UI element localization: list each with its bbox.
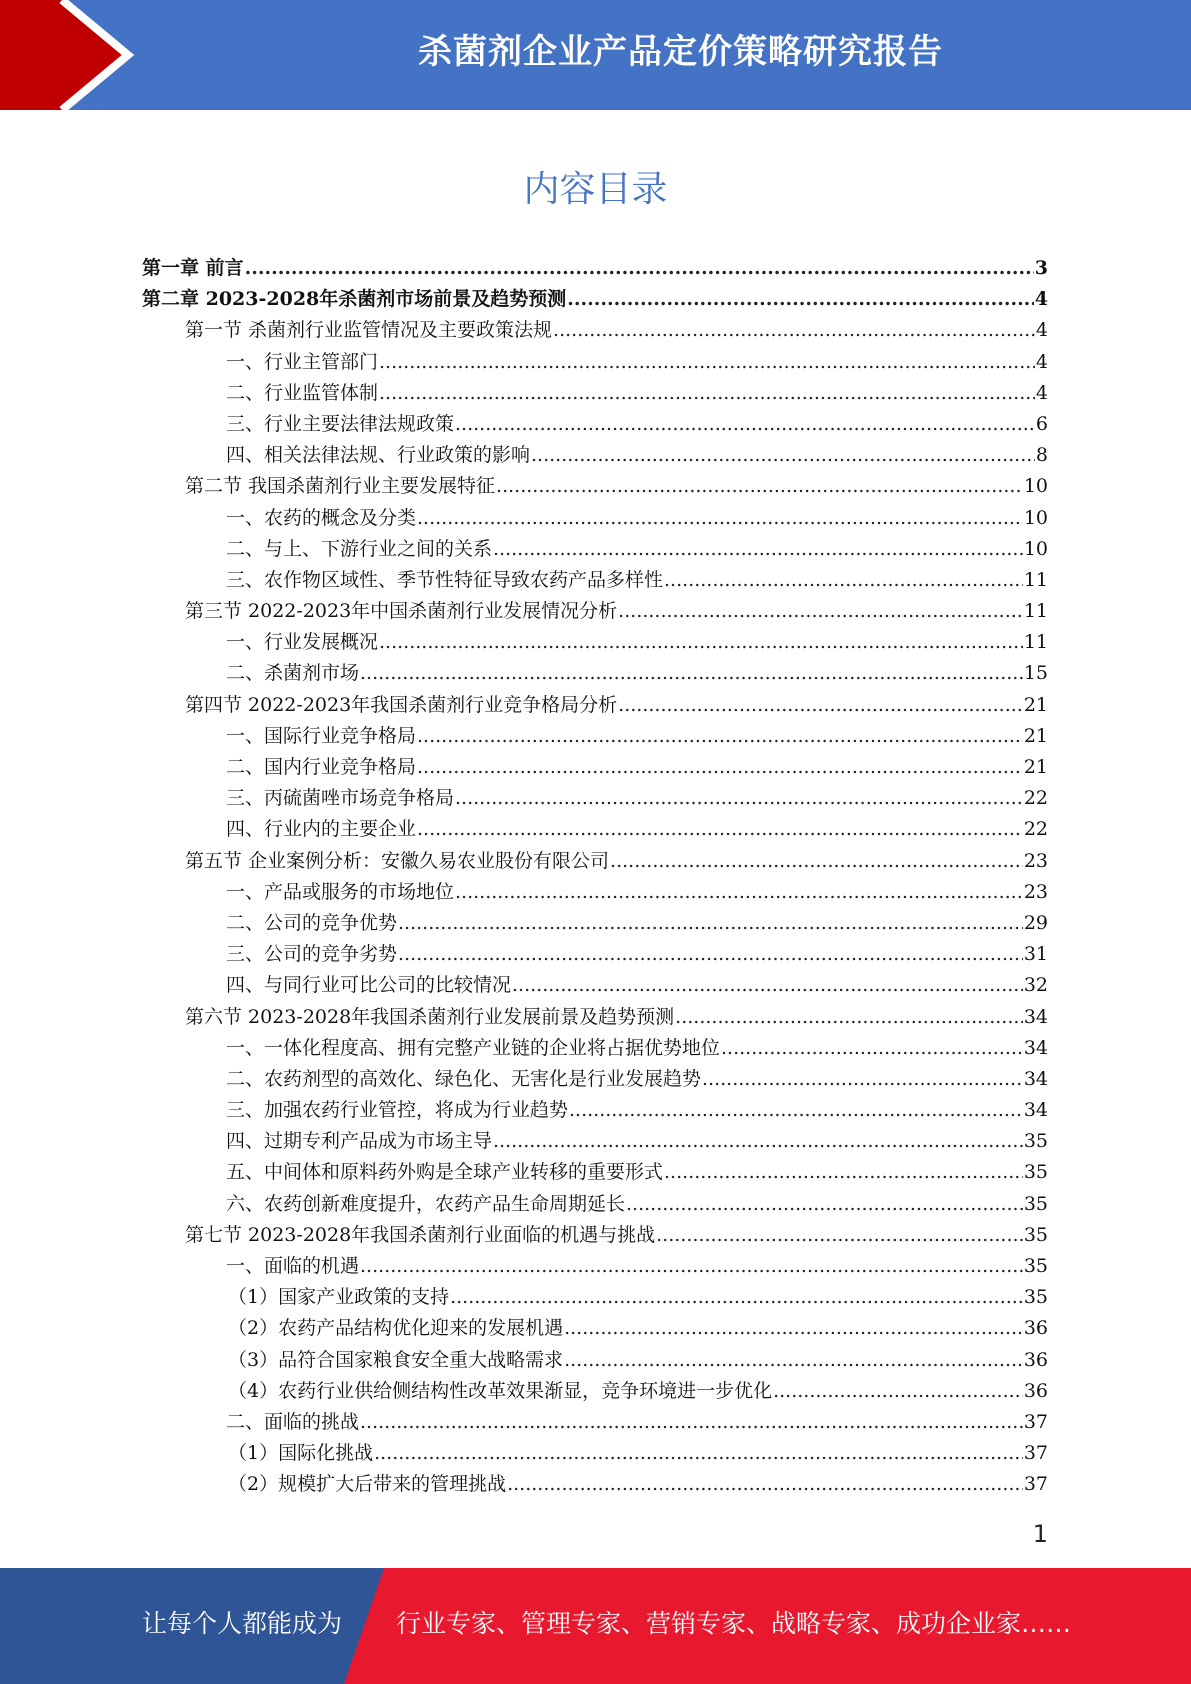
toc-subsection-entry[interactable] xyxy=(142,627,1048,658)
toc-entry-page-number: 35 xyxy=(1023,1161,1048,1184)
toc-dot-leader xyxy=(512,970,1023,1001)
toc-dot-leader xyxy=(553,315,1035,346)
toc-dot-leader xyxy=(245,253,1034,284)
toc-dot-leader xyxy=(379,378,1035,409)
toc-dot-leader xyxy=(360,1407,1023,1438)
toc-entry-page-number: 11 xyxy=(1023,631,1048,654)
toc-subsection-entry[interactable] xyxy=(142,503,1048,534)
toc-entry-label: 第二章 2023-2028年杀菌剂市场前景及趋势预测 xyxy=(142,288,567,311)
toc-entry-page-number: 36 xyxy=(1023,1348,1048,1371)
toc-dot-leader xyxy=(610,846,1023,877)
toc-chapter-entry[interactable] xyxy=(142,284,1048,315)
toc-dot-leader xyxy=(567,284,1034,315)
toc-dot-leader xyxy=(360,658,1023,689)
toc-entry-label: 一、产品或服务的市场地位 xyxy=(226,880,455,903)
toc-dot-leader xyxy=(569,1095,1023,1126)
toc-dot-leader xyxy=(398,908,1023,939)
toc-dot-leader xyxy=(374,1438,1023,1469)
toc-entry-label: 三、加强农药行业管控，将成为行业趋势 xyxy=(226,1099,569,1122)
toc-entry-label: 二、农药剂型的高效化、绿色化、无害化是行业发展趋势 xyxy=(226,1067,702,1090)
toc-dot-leader xyxy=(450,1282,1023,1313)
toc-dot-leader xyxy=(455,783,1023,814)
toc-entry-page-number: 34 xyxy=(1023,1036,1048,1059)
toc-dot-leader xyxy=(417,503,1023,534)
toc-dot-leader xyxy=(656,1220,1023,1251)
toc-entry-page-number: 21 xyxy=(1023,724,1048,747)
toc-entry-page-number: 11 xyxy=(1023,600,1048,623)
toc-dot-leader xyxy=(379,347,1035,378)
footer-banner xyxy=(0,1568,1191,1684)
toc-subsection-entry[interactable] xyxy=(142,1064,1048,1095)
toc-entry-page-number: 34 xyxy=(1023,1005,1048,1028)
toc-entry-label: 四、相关法律法规、行业政策的影响 xyxy=(226,444,531,467)
toc-entry-label: 二、国内行业竞争格局 xyxy=(226,756,417,778)
toc-subsection-entry[interactable] xyxy=(142,409,1048,440)
toc-subsection-entry[interactable] xyxy=(142,378,1048,409)
toc-dot-leader xyxy=(379,627,1023,658)
toc-entry-page-number: 4 xyxy=(1034,288,1048,311)
toc-subsection-entry[interactable] xyxy=(142,1407,1048,1438)
toc-entry-page-number: 35 xyxy=(1023,1192,1048,1215)
report-title: 杀菌剂企业产品定价策略研究报告 xyxy=(418,32,943,72)
toc-entry-label: 第二节 我国杀菌剂行业主要发展特征 xyxy=(185,475,496,498)
toc-dot-leader xyxy=(564,1345,1023,1376)
toc-entry-label: 第四节 2022-2023年我国杀菌剂行业竞争格局分析 xyxy=(185,693,618,716)
toc-entry-page-number: 10 xyxy=(1023,506,1048,529)
toc-section-entry[interactable] xyxy=(142,1220,1048,1251)
header-banner xyxy=(0,0,1191,110)
toc-entry-label: （3）品符合国家粮食安全重大战略需求 xyxy=(228,1348,564,1371)
toc-subsection-entry[interactable] xyxy=(142,534,1048,565)
toc-entry-label: 第三节 2022-2023年中国杀菌剂行业发展情况分析 xyxy=(185,600,618,623)
toc-entry-page-number: 10 xyxy=(1023,537,1048,560)
toc-dot-leader xyxy=(531,440,1035,471)
toc-dot-leader xyxy=(417,752,1023,783)
toc-subsection-entry[interactable] xyxy=(142,1438,1048,1469)
toc-entry-page-number: 32 xyxy=(1023,974,1048,997)
toc-subsection-entry[interactable] xyxy=(142,970,1048,1001)
toc-entry-label: 一、面临的机遇 xyxy=(226,1255,360,1277)
toc-section-entry[interactable] xyxy=(142,315,1048,346)
toc-entry-label: 第一章 前言 xyxy=(142,257,244,279)
toc-dot-leader xyxy=(721,1033,1023,1064)
toc-entry-label: （2）规模扩大后带来的管理挑战 xyxy=(228,1473,507,1496)
toc-entry-label: 三、行业主要法律法规政策 xyxy=(226,412,455,435)
toc-entry-page-number: 35 xyxy=(1023,1255,1048,1277)
toc-section-entry[interactable] xyxy=(142,471,1048,502)
toc-entry-page-number: 35 xyxy=(1023,1223,1048,1246)
toc-dot-leader xyxy=(618,690,1023,721)
toc-section-entry[interactable] xyxy=(142,690,1048,721)
toc-subsection-entry[interactable] xyxy=(142,1033,1048,1064)
toc-entry-page-number: 4 xyxy=(1035,319,1048,342)
toc-subsection-entry[interactable] xyxy=(142,1126,1048,1157)
toc-entry-page-number: 4 xyxy=(1035,381,1048,404)
toc-entry-page-number: 4 xyxy=(1035,350,1048,373)
toc-entry-label: 三、丙硫菌唑市场竞争格局 xyxy=(226,787,455,810)
toc-dot-leader xyxy=(773,1376,1023,1407)
toc-dot-leader xyxy=(626,1189,1023,1220)
toc-title: 内容目录 xyxy=(523,169,668,210)
toc-dot-leader xyxy=(675,1002,1023,1033)
toc-subsection-entry[interactable] xyxy=(142,1251,1048,1282)
toc-entry-page-number: 37 xyxy=(1023,1410,1048,1433)
toc-subsection-entry[interactable] xyxy=(142,658,1048,689)
toc-dot-leader xyxy=(417,721,1023,752)
toc-entry-label: 第六节 2023-2028年我国杀菌剂行业发展前景及趋势预测 xyxy=(185,1005,675,1028)
toc-entry-page-number: 22 xyxy=(1023,787,1048,810)
toc-subsection-entry[interactable] xyxy=(142,1376,1048,1407)
toc-entry-label: 六、农药创新难度提升，农药产品生命周期延长 xyxy=(226,1192,626,1215)
toc-subsection-entry[interactable] xyxy=(142,752,1048,783)
table-of-contents xyxy=(142,253,1048,1501)
toc-entry-page-number: 21 xyxy=(1023,756,1048,778)
toc-entry-page-number: 31 xyxy=(1023,943,1048,966)
toc-entry-page-number: 15 xyxy=(1023,662,1048,685)
toc-entry-page-number: 23 xyxy=(1023,880,1048,903)
toc-entry-label: （2）农药产品结构优化迎来的发展机遇 xyxy=(228,1317,564,1340)
toc-entry-page-number: 36 xyxy=(1023,1379,1048,1402)
toc-entry-label: 一、国际行业竞争格局 xyxy=(226,724,417,747)
toc-entry-label: 三、公司的竞争劣势 xyxy=(226,943,398,966)
toc-subsection-entry[interactable] xyxy=(142,721,1048,752)
toc-entry-label: （1）国际化挑战 xyxy=(228,1442,374,1465)
toc-dot-leader xyxy=(664,1157,1023,1188)
toc-entry-page-number: 22 xyxy=(1023,818,1048,841)
toc-entry-label: 四、与同行业可比公司的比较情况 xyxy=(226,974,512,997)
toc-subsection-entry[interactable] xyxy=(142,877,1048,908)
toc-entry-page-number: 36 xyxy=(1023,1317,1048,1340)
toc-dot-leader xyxy=(496,471,1023,502)
toc-subsection-entry[interactable] xyxy=(142,814,1048,845)
toc-section-entry[interactable] xyxy=(142,596,1048,627)
toc-subsection-entry[interactable] xyxy=(142,347,1048,378)
toc-entry-label: 一、农药的概念及分类 xyxy=(226,506,417,529)
toc-entry-page-number: 21 xyxy=(1023,693,1048,716)
toc-section-entry[interactable] xyxy=(142,1002,1048,1033)
toc-entry-label: （4）农药行业供给侧结构性改革效果渐显，竞争环境进一步优化 xyxy=(228,1379,773,1402)
toc-entry-label: 二、行业监管体制 xyxy=(226,381,379,404)
toc-entry-page-number: 37 xyxy=(1023,1442,1048,1465)
toc-entry-page-number: 37 xyxy=(1023,1473,1048,1496)
toc-entry-label: 一、行业发展概况 xyxy=(226,631,379,654)
toc-dot-leader xyxy=(702,1064,1023,1095)
toc-subsection-entry[interactable] xyxy=(142,1313,1048,1344)
toc-entry-label: （1）国家产业政策的支持 xyxy=(228,1286,450,1309)
toc-entry-page-number: 34 xyxy=(1023,1067,1048,1090)
toc-entry-page-number: 10 xyxy=(1023,475,1048,498)
toc-dot-leader xyxy=(360,1251,1023,1282)
toc-entry-page-number: 29 xyxy=(1023,911,1048,934)
toc-entry-label: 二、公司的竞争优势 xyxy=(226,911,398,934)
toc-entry-label: 二、面临的挑战 xyxy=(226,1410,360,1433)
toc-entry-page-number: 23 xyxy=(1023,849,1048,872)
toc-entry-label: 四、过期专利产品成为市场主导 xyxy=(226,1130,493,1153)
toc-subsection-entry[interactable] xyxy=(142,908,1048,939)
toc-entry-page-number: 6 xyxy=(1035,412,1048,435)
toc-subsection-entry[interactable] xyxy=(142,565,1048,596)
toc-dot-leader xyxy=(398,939,1023,970)
toc-entry-label: 二、与上、下游行业之间的关系 xyxy=(226,537,493,560)
toc-entry-label: 二、杀菌剂市场 xyxy=(226,662,360,685)
toc-dot-leader xyxy=(564,1313,1023,1344)
toc-entry-page-number: 8 xyxy=(1035,444,1048,467)
toc-entry-label: 五、中间体和原料药外购是全球产业转移的重要形式 xyxy=(226,1161,664,1184)
toc-subsection-entry[interactable] xyxy=(142,1095,1048,1126)
toc-entry-label: 一、行业主管部门 xyxy=(226,350,379,373)
toc-entry-label: 一、一体化程度高、拥有完整产业链的企业将占据优势地位 xyxy=(226,1036,721,1059)
toc-subsection-entry[interactable] xyxy=(142,1282,1048,1313)
toc-entry-label: 第七节 2023-2028年我国杀菌剂行业面临的机遇与挑战 xyxy=(185,1223,656,1246)
toc-entry-label: 第一节 杀菌剂行业监管情况及主要政策法规 xyxy=(185,319,553,342)
toc-dot-leader xyxy=(417,814,1023,845)
toc-subsection-entry[interactable] xyxy=(142,1469,1048,1500)
toc-entry-page-number: 34 xyxy=(1023,1099,1048,1122)
toc-subsection-entry[interactable] xyxy=(142,783,1048,814)
toc-entry-page-number: 3 xyxy=(1034,257,1048,279)
toc-subsection-entry[interactable] xyxy=(142,939,1048,970)
toc-subsection-entry[interactable] xyxy=(142,1189,1048,1220)
page-number: 1 xyxy=(1032,1520,1048,1548)
toc-dot-leader xyxy=(455,409,1035,440)
toc-dot-leader xyxy=(618,596,1023,627)
footer-slogan-right: 行业专家、管理专家、营销专家、战略专家、成功企业家…… xyxy=(396,1609,1072,1638)
footer-slogan-left: 让每个人都能成为 xyxy=(142,1609,343,1638)
toc-dot-leader xyxy=(455,877,1023,908)
toc-entry-page-number: 11 xyxy=(1023,568,1048,591)
toc-entry-label: 四、行业内的主要企业 xyxy=(226,818,417,841)
toc-subsection-entry[interactable] xyxy=(142,1345,1048,1376)
toc-entry-page-number: 35 xyxy=(1023,1286,1048,1309)
toc-dot-leader xyxy=(664,565,1023,596)
toc-dot-leader xyxy=(493,1126,1023,1157)
toc-subsection-entry[interactable] xyxy=(142,1157,1048,1188)
toc-chapter-entry[interactable] xyxy=(142,253,1048,284)
toc-entry-page-number: 35 xyxy=(1023,1130,1048,1153)
toc-dot-leader xyxy=(507,1469,1023,1500)
toc-entry-label: 第五节 企业案例分析：安徽久易农业股份有限公司 xyxy=(185,849,610,872)
toc-subsection-entry[interactable] xyxy=(142,440,1048,471)
toc-section-entry[interactable] xyxy=(142,846,1048,877)
toc-dot-leader xyxy=(493,534,1023,565)
toc-entry-label: 三、农作物区域性、季节性特征导致农药产品多样性 xyxy=(226,568,664,591)
